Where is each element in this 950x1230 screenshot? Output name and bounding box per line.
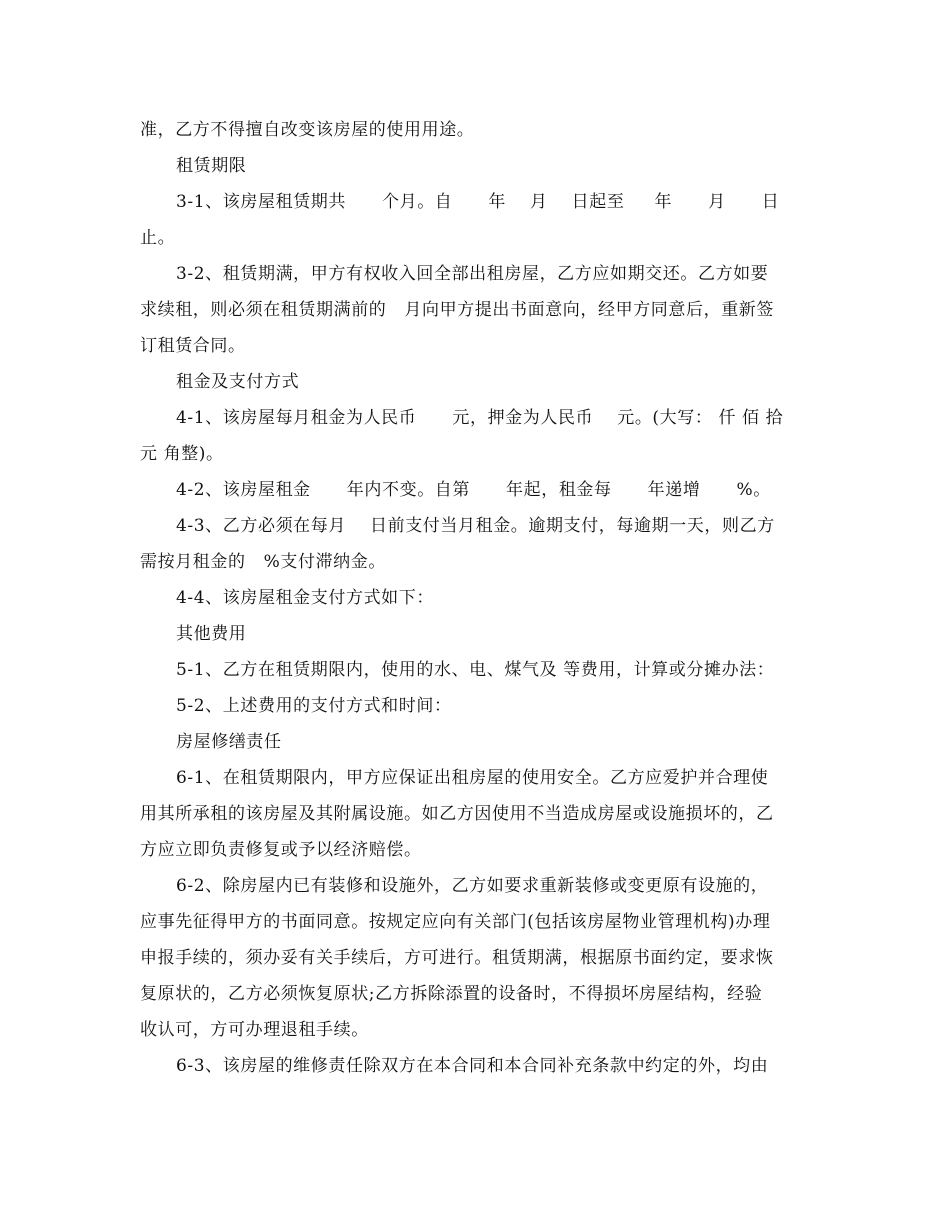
clause-6-1: 6-1、在租赁期限内，甲方应保证出租房屋的使用安全。乙方应爱护并合理使: [176, 768, 769, 788]
text-line: 用其所承租的该房屋及其附属设施。如乙方因使用不当造成房屋或设施损坏的，乙: [140, 804, 774, 824]
clause-5-1: 5-1、乙方在租赁期限内，使用的水、电、煤气及 等费用，计算或分摊办法：: [176, 660, 775, 680]
clause-4-2: 4-2、该房屋租金 年内不变。自第 年起，租金每 年递增 %。: [176, 480, 771, 500]
clause-4-4: 4-4、该房屋租金支付方式如下：: [176, 588, 434, 608]
clause-5-2: 5-2、上述费用的支付方式和时间：: [176, 696, 452, 716]
text-line: 申报手续的，须办妥有关手续后，方可进行。租赁期满，根据原书面约定，要求恢: [140, 948, 774, 968]
clause-6-3: 6-3、该房屋的维修责任除双方在本合同和本合同补充条款中约定的外，均由: [176, 1056, 769, 1076]
clause-3-2: 3-2、租赁期满，甲方有权收入回全部出租房屋，乙方应如期交还。乙方如要: [176, 264, 769, 284]
section-heading-lease-term: 租赁期限: [176, 156, 247, 176]
text-line: 求续租，则必须在租赁期满前的 月向甲方提出书面意向，经甲方同意后，重新签: [140, 300, 775, 320]
section-heading-rent-payment: 租金及支付方式: [176, 372, 300, 392]
contract-body: [140, 112, 812, 1084]
section-heading-repairs: 房屋修缮责任: [176, 732, 282, 752]
text-line: 方应立即负责修复或予以经济赔偿。: [140, 840, 422, 860]
text-line: 收认可，方可办理退租手续。: [140, 1020, 369, 1040]
section-heading-other-fees: 其他费用: [176, 624, 247, 644]
text-line: 元 角整)。: [140, 444, 224, 464]
clause-4-1: 4-1、该房屋每月租金为人民币 元，押金为人民币 元。(大写： 仟 佰 拾: [176, 408, 784, 428]
text-line: 止。: [140, 228, 176, 248]
text-line: 应事先征得甲方的书面同意。按规定应向有关部门(包括该房屋物业管理机构)办理: [140, 912, 771, 932]
clause-6-2: 6-2、除房屋内已有装修和设施外，乙方如要求重新装修或变更原有设施的，: [176, 876, 769, 896]
clause-4-3: 4-3、乙方必须在每月 日前支付当月租金。逾期支付，每逾期一天，则乙方: [176, 516, 775, 536]
text-line: 复原状的，乙方必须恢复原状;乙方拆除添置的设备时，不得损坏房屋结构，经验: [140, 984, 763, 1004]
text-line: 准，乙方不得擅自改变该房屋的使用用途。: [140, 120, 475, 140]
text-line: 订租赁合同。: [140, 336, 246, 356]
text-line: 需按月租金的 %支付滞纳金。: [140, 552, 386, 572]
clause-3-1: 3-1、该房屋租赁期共 个月。自 年 月 日起至 年 月 日: [176, 192, 780, 212]
